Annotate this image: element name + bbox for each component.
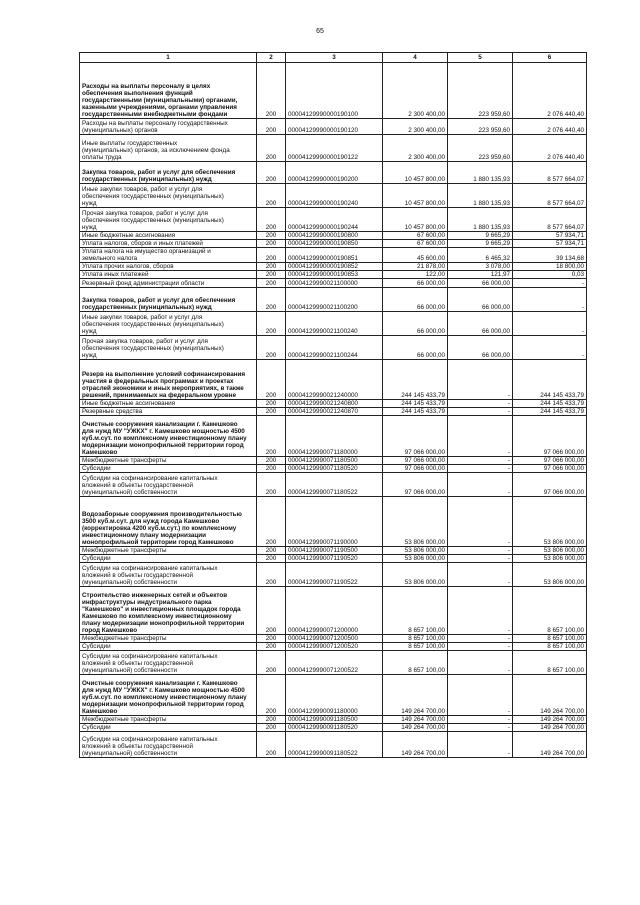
row-name: Иные бюджетные ассигнования (80, 232, 257, 240)
row-amount-executed: - (448, 675, 513, 716)
table-row (80, 408, 587, 416)
budget-table (79, 52, 587, 758)
row-name: Прочая закупка товаров, работ и услуг для обеспечения государственных (муниципальных) нужд (80, 208, 257, 232)
row-name: Иные закупки товаров, работ и услуг для обеспечения государственных (муниципальных) нужд (80, 312, 257, 336)
row-name: Субсидии на софинансирование капитальных вложений в объекты государственной (муниципальной) собственности (80, 473, 257, 497)
table-row (80, 208, 587, 232)
row-amount-remaining: 39 134,68 (513, 248, 587, 263)
row-amount-remaining: 8 657 100,00 (513, 643, 587, 651)
row-amount-remaining: 0,03 (513, 271, 587, 279)
row-code: 200 (257, 473, 286, 497)
row-kbk: 00004129990071200520 (286, 643, 383, 651)
row-amount-remaining: 8 577 664,07 (513, 162, 587, 184)
row-amount-executed: - (448, 473, 513, 497)
table-row (80, 184, 587, 208)
row-amount-executed: 9 665,29 (448, 240, 513, 248)
row-amount-remaining: 97 066 000,00 (513, 457, 587, 465)
row-code: 200 (257, 312, 286, 336)
row-amount-executed: 1 880 135,93 (448, 208, 513, 232)
row-amount-executed: - (448, 716, 513, 724)
row-amount-approved: 149 264 700,00 (383, 724, 448, 732)
row-amount-approved: 97 066 000,00 (383, 457, 448, 465)
row-kbk: 00004129990000190244 (286, 208, 383, 232)
row-amount-remaining: 149 264 700,00 (513, 724, 587, 732)
row-kbk: 00004129990000190851 (286, 248, 383, 263)
row-kbk: 00004129990021100200 (286, 288, 383, 312)
table-row (80, 360, 587, 400)
row-code: 200 (257, 716, 286, 724)
row-amount-approved: 8 657 100,00 (383, 643, 448, 651)
row-name: Уплата иных платежей (80, 271, 257, 279)
row-amount-approved: 2 300 400,00 (383, 63, 448, 119)
row-amount-executed: - (448, 497, 513, 547)
row-code: 200 (257, 336, 286, 360)
row-name: Уплата прочих налогов, сборов (80, 263, 257, 271)
row-amount-approved: 10 457 800,00 (383, 162, 448, 184)
row-code: 200 (257, 288, 286, 312)
row-amount-approved: 8 657 100,00 (383, 587, 448, 635)
row-kbk: 00004129990071180000 (286, 416, 383, 457)
row-name: Субсидии (80, 465, 257, 473)
row-name: Очистные сооружения канализации г. Камешково для нужд МУ "УЖКХ" г. Камешково мощностью 4500 куб.м.сут. по комплексному инвестиционному плану модернизации монопрофильной территории город Камешково (80, 675, 257, 716)
row-amount-executed: 223 959,60 (448, 63, 513, 119)
row-kbk: 00004129990071200500 (286, 635, 383, 643)
table-body (80, 63, 587, 758)
row-amount-remaining: 53 806 000,00 (513, 563, 587, 587)
row-kbk: 00004129990071190520 (286, 555, 383, 563)
row-kbk: 00004129990000190853 (286, 271, 383, 279)
row-name: Субсидии на софинансирование капитальных вложений в объекты государственной (муниципальной) собственности (80, 651, 257, 675)
row-kbk: 00004129990000190240 (286, 184, 383, 208)
table-row (80, 416, 587, 457)
row-name: Межбюджетные трансферты (80, 457, 257, 465)
row-amount-approved: 45 600,00 (383, 248, 448, 263)
row-code: 200 (257, 643, 286, 651)
table-row (80, 473, 587, 497)
row-name: Закупка товаров, работ и услуг для обеспечения государственных (муниципальных) нужд (80, 288, 257, 312)
table-row (80, 263, 587, 271)
row-code: 200 (257, 635, 286, 643)
row-amount-approved: 97 066 000,00 (383, 416, 448, 457)
row-kbk: 00004129990021100240 (286, 312, 383, 336)
row-amount-remaining: - (513, 312, 587, 336)
row-amount-remaining: 97 066 000,00 (513, 416, 587, 457)
row-amount-approved: 21 878,00 (383, 263, 448, 271)
row-amount-remaining: 18 800,00 (513, 263, 587, 271)
row-code: 200 (257, 208, 286, 232)
row-kbk: 00004129990071190500 (286, 547, 383, 555)
table-row (80, 675, 587, 716)
row-code: 200 (257, 63, 286, 119)
row-name: Иные выплаты государственных (муниципальных) органов, за исключением фонда оплаты труда (80, 135, 257, 162)
row-amount-executed: - (448, 587, 513, 635)
row-code: 200 (257, 587, 286, 635)
row-code: 200 (257, 232, 286, 240)
row-code: 200 (257, 408, 286, 416)
row-amount-executed: - (448, 360, 513, 400)
row-code: 200 (257, 400, 286, 408)
row-code: 200 (257, 563, 286, 587)
table-row (80, 651, 587, 675)
row-amount-remaining: 149 264 700,00 (513, 675, 587, 716)
row-amount-executed: - (448, 651, 513, 675)
row-amount-executed: - (448, 465, 513, 473)
table-row (80, 135, 587, 162)
row-name: Резервный фонд администрации области (80, 279, 257, 288)
row-amount-executed: - (448, 416, 513, 457)
row-kbk: 00004129990021100000 (286, 279, 383, 288)
row-kbk: 00004129990071180522 (286, 473, 383, 497)
row-amount-approved: 97 066 000,00 (383, 473, 448, 497)
row-code: 200 (257, 555, 286, 563)
row-name: Строительство инженерных сетей и объектов инфраструктуры индустриального парка "Камешково" и инвестиционных площадок города Камешково по комплексному инвестиционному плану модернизации монопрофильной территории город Камешково (80, 587, 257, 635)
row-amount-remaining: 53 806 000,00 (513, 497, 587, 547)
row-amount-executed: 3 078,00 (448, 263, 513, 271)
row-amount-approved: 244 145 433,79 (383, 400, 448, 408)
row-amount-executed: 66 000,00 (448, 288, 513, 312)
row-name: Водозаборные сооружения производительностью 3500 куб.м.сут. для нужд города Камешково (корректировка 4200 куб.м.сут.) по комплексному инвестиционному плану модернизации монопрофильной территории город Камешково (80, 497, 257, 547)
row-amount-executed: - (448, 547, 513, 555)
row-kbk: 00004129990021100244 (286, 336, 383, 360)
row-amount-executed: - (448, 643, 513, 651)
row-kbk: 00004129990000190100 (286, 63, 383, 119)
row-code: 200 (257, 651, 286, 675)
row-amount-remaining: 57 934,71 (513, 232, 587, 240)
row-amount-remaining: 53 806 000,00 (513, 555, 587, 563)
row-amount-remaining: 2 076 440,40 (513, 119, 587, 135)
table-row (80, 643, 587, 651)
row-amount-remaining: 149 264 700,00 (513, 716, 587, 724)
row-kbk: 00004129990071180520 (286, 465, 383, 473)
table-row (80, 400, 587, 408)
row-amount-approved: 10 457 800,00 (383, 184, 448, 208)
row-name: Уплата налога на имущество организаций и земельного налога (80, 248, 257, 263)
table-row (80, 555, 587, 563)
row-amount-executed: 1 880 135,93 (448, 184, 513, 208)
row-amount-remaining: - (513, 336, 587, 360)
row-code: 200 (257, 360, 286, 400)
row-amount-remaining: 244 145 433,79 (513, 400, 587, 408)
row-amount-executed: - (448, 555, 513, 563)
row-amount-remaining: 8 577 664,07 (513, 208, 587, 232)
row-amount-approved: 67 600,00 (383, 232, 448, 240)
row-name: Резерв на выполнение условий софинансирования участия в федеральных программах и проектах отраслей экономики и иных мероприятиях, в также решений, принимаемых на федеральном уровне (80, 360, 257, 400)
row-amount-approved: 97 066 000,00 (383, 465, 448, 473)
row-amount-remaining: 244 145 433,79 (513, 360, 587, 400)
table-row (80, 465, 587, 473)
table-row (80, 271, 587, 279)
row-code: 200 (257, 732, 286, 758)
table-row (80, 119, 587, 135)
row-name: Субсидии (80, 555, 257, 563)
row-code: 200 (257, 119, 286, 135)
row-name: Прочая закупка товаров, работ и услуг для обеспечения государственных (муниципальных) нужд (80, 336, 257, 360)
row-kbk: 00004129990071200522 (286, 651, 383, 675)
row-kbk: 00004129990021240000 (286, 360, 383, 400)
row-kbk: 00004129990071180500 (286, 457, 383, 465)
row-amount-executed: 223 959,60 (448, 135, 513, 162)
table-row (80, 547, 587, 555)
table-row (80, 732, 587, 758)
row-name: Межбюджетные трансферты (80, 635, 257, 643)
row-name: Субсидии (80, 724, 257, 732)
row-amount-remaining: 8 577 664,07 (513, 184, 587, 208)
table-row (80, 63, 587, 119)
row-amount-approved: 122,00 (383, 271, 448, 279)
row-name: Расходы на выплаты персоналу государственных (муниципальных) органов (80, 119, 257, 135)
row-code: 200 (257, 271, 286, 279)
row-amount-approved: 149 264 700,00 (383, 732, 448, 758)
row-name: Межбюджетные трансферты (80, 716, 257, 724)
row-code: 200 (257, 547, 286, 555)
row-amount-executed: 66 000,00 (448, 312, 513, 336)
row-name: Субсидии на софинансирование капитальных вложений в объекты государственной (муниципальной) собственности (80, 563, 257, 587)
row-code: 200 (257, 135, 286, 162)
row-code: 200 (257, 240, 286, 248)
row-name: Иные бюджетные ассигнования (80, 400, 257, 408)
column-header-1: 1 (80, 53, 257, 63)
row-amount-executed: 66 000,00 (448, 279, 513, 288)
row-kbk: 00004129990071190000 (286, 497, 383, 547)
table-row (80, 457, 587, 465)
row-name: Резервные средства (80, 408, 257, 416)
row-amount-approved: 149 264 700,00 (383, 716, 448, 724)
row-amount-executed: 9 665,29 (448, 232, 513, 240)
table-row (80, 587, 587, 635)
row-amount-executed: - (448, 563, 513, 587)
row-amount-approved: 149 264 700,00 (383, 675, 448, 716)
table-row (80, 724, 587, 732)
row-amount-approved: 53 806 000,00 (383, 497, 448, 547)
row-kbk: 00004129990021240870 (286, 408, 383, 416)
row-name: Иные закупки товаров, работ и услуг для обеспечения государственных (муниципальных) нужд (80, 184, 257, 208)
row-kbk: 00004129990021240800 (286, 400, 383, 408)
table-row (80, 232, 587, 240)
row-kbk: 00004129990000190200 (286, 162, 383, 184)
table-row (80, 336, 587, 360)
row-kbk: 00004129990000190852 (286, 263, 383, 271)
row-name: Межбюджетные трансферты (80, 547, 257, 555)
column-header-5: 5 (448, 53, 513, 63)
column-header-2: 2 (257, 53, 286, 63)
row-amount-approved: 244 145 433,79 (383, 408, 448, 416)
table-header-row (80, 53, 587, 63)
table-row (80, 240, 587, 248)
row-amount-executed: - (448, 635, 513, 643)
row-amount-remaining: 244 145 433,79 (513, 408, 587, 416)
row-amount-executed: - (448, 408, 513, 416)
row-kbk: 00004129990071190522 (286, 563, 383, 587)
row-amount-executed: 223 959,60 (448, 119, 513, 135)
row-code: 200 (257, 248, 286, 263)
row-name: Субсидии (80, 643, 257, 651)
row-kbk: 00004129990091180522 (286, 732, 383, 758)
row-code: 200 (257, 279, 286, 288)
page-number: 65 (316, 28, 324, 35)
row-amount-approved: 53 806 000,00 (383, 547, 448, 555)
table-row (80, 279, 587, 288)
row-kbk: 00004129990091180500 (286, 716, 383, 724)
row-amount-executed: 121,97 (448, 271, 513, 279)
row-amount-approved: 66 000,00 (383, 312, 448, 336)
row-name: Очистные сооружения канализации г. Камешково для нужд МУ "УЖКХ" г. Камешково мощностью 4500 куб.м.сут. по комплексному инвестиционному плану модернизации монопрофильной территории город Камешково (80, 416, 257, 457)
row-kbk: 00004129990000190122 (286, 135, 383, 162)
row-code: 200 (257, 416, 286, 457)
row-amount-approved: 2 300 400,00 (383, 135, 448, 162)
row-amount-remaining: 97 066 000,00 (513, 465, 587, 473)
row-amount-executed: - (448, 724, 513, 732)
table-row (80, 635, 587, 643)
row-amount-executed: 66 000,00 (448, 336, 513, 360)
table-row (80, 312, 587, 336)
row-name: Субсидии на софинансирование капитальных вложений в объекты государственной (муниципальной) собственности (80, 732, 257, 758)
row-amount-remaining: 8 657 100,00 (513, 587, 587, 635)
row-kbk: 00004129990091180000 (286, 675, 383, 716)
table-row (80, 288, 587, 312)
row-name: Расходы на выплаты персоналу в целях обеспечения выполнения функций государственными (муниципальными) органами, казенными учреждениями, органами управления государственными внебюджетными фондами (80, 63, 257, 119)
row-kbk: 00004129990000190800 (286, 232, 383, 240)
row-amount-remaining: - (513, 288, 587, 312)
table-row (80, 563, 587, 587)
row-amount-remaining: 97 066 000,00 (513, 473, 587, 497)
row-amount-approved: 66 000,00 (383, 336, 448, 360)
row-amount-remaining: 57 934,71 (513, 240, 587, 248)
row-amount-remaining: - (513, 279, 587, 288)
row-amount-approved: 2 300 400,00 (383, 119, 448, 135)
row-code: 200 (257, 724, 286, 732)
row-kbk: 00004129990000190850 (286, 240, 383, 248)
row-amount-remaining: 53 806 000,00 (513, 547, 587, 555)
row-kbk: 00004129990071200000 (286, 587, 383, 635)
row-code: 200 (257, 675, 286, 716)
table-row (80, 497, 587, 547)
row-kbk: 00004129990000190120 (286, 119, 383, 135)
row-code: 200 (257, 457, 286, 465)
row-name: Закупка товаров, работ и услуг для обеспечения государственных (муниципальных) нужд (80, 162, 257, 184)
row-amount-executed: 6 465,32 (448, 248, 513, 263)
table-row (80, 248, 587, 263)
table-row (80, 716, 587, 724)
row-amount-approved: 10 457 800,00 (383, 208, 448, 232)
row-amount-remaining: 8 657 100,00 (513, 651, 587, 675)
row-name: Уплата налогов, сборов и иных платежей (80, 240, 257, 248)
row-amount-approved: 67 600,00 (383, 240, 448, 248)
row-amount-remaining: 2 076 440,40 (513, 135, 587, 162)
row-kbk: 00004129990091180520 (286, 724, 383, 732)
row-amount-approved: 8 657 100,00 (383, 651, 448, 675)
row-amount-approved: 8 657 100,00 (383, 635, 448, 643)
row-amount-remaining: 149 264 700,00 (513, 732, 587, 758)
row-amount-executed: - (448, 457, 513, 465)
row-amount-approved: 244 145 433,79 (383, 360, 448, 400)
row-amount-approved: 53 806 000,00 (383, 555, 448, 563)
row-amount-approved: 66 000,00 (383, 288, 448, 312)
row-amount-executed: 1 880 135,93 (448, 162, 513, 184)
row-amount-approved: 53 806 000,00 (383, 563, 448, 587)
column-header-6: 6 (513, 53, 587, 63)
row-code: 200 (257, 497, 286, 547)
row-amount-remaining: 8 657 100,00 (513, 635, 587, 643)
row-code: 200 (257, 184, 286, 208)
row-amount-executed: - (448, 400, 513, 408)
row-code: 200 (257, 263, 286, 271)
row-amount-executed: - (448, 732, 513, 758)
row-amount-remaining: 2 076 440,40 (513, 63, 587, 119)
row-code: 200 (257, 162, 286, 184)
row-amount-approved: 66 000,00 (383, 279, 448, 288)
row-code: 200 (257, 465, 286, 473)
column-header-4: 4 (383, 53, 448, 63)
table-row (80, 162, 587, 184)
column-header-3: 3 (286, 53, 383, 63)
